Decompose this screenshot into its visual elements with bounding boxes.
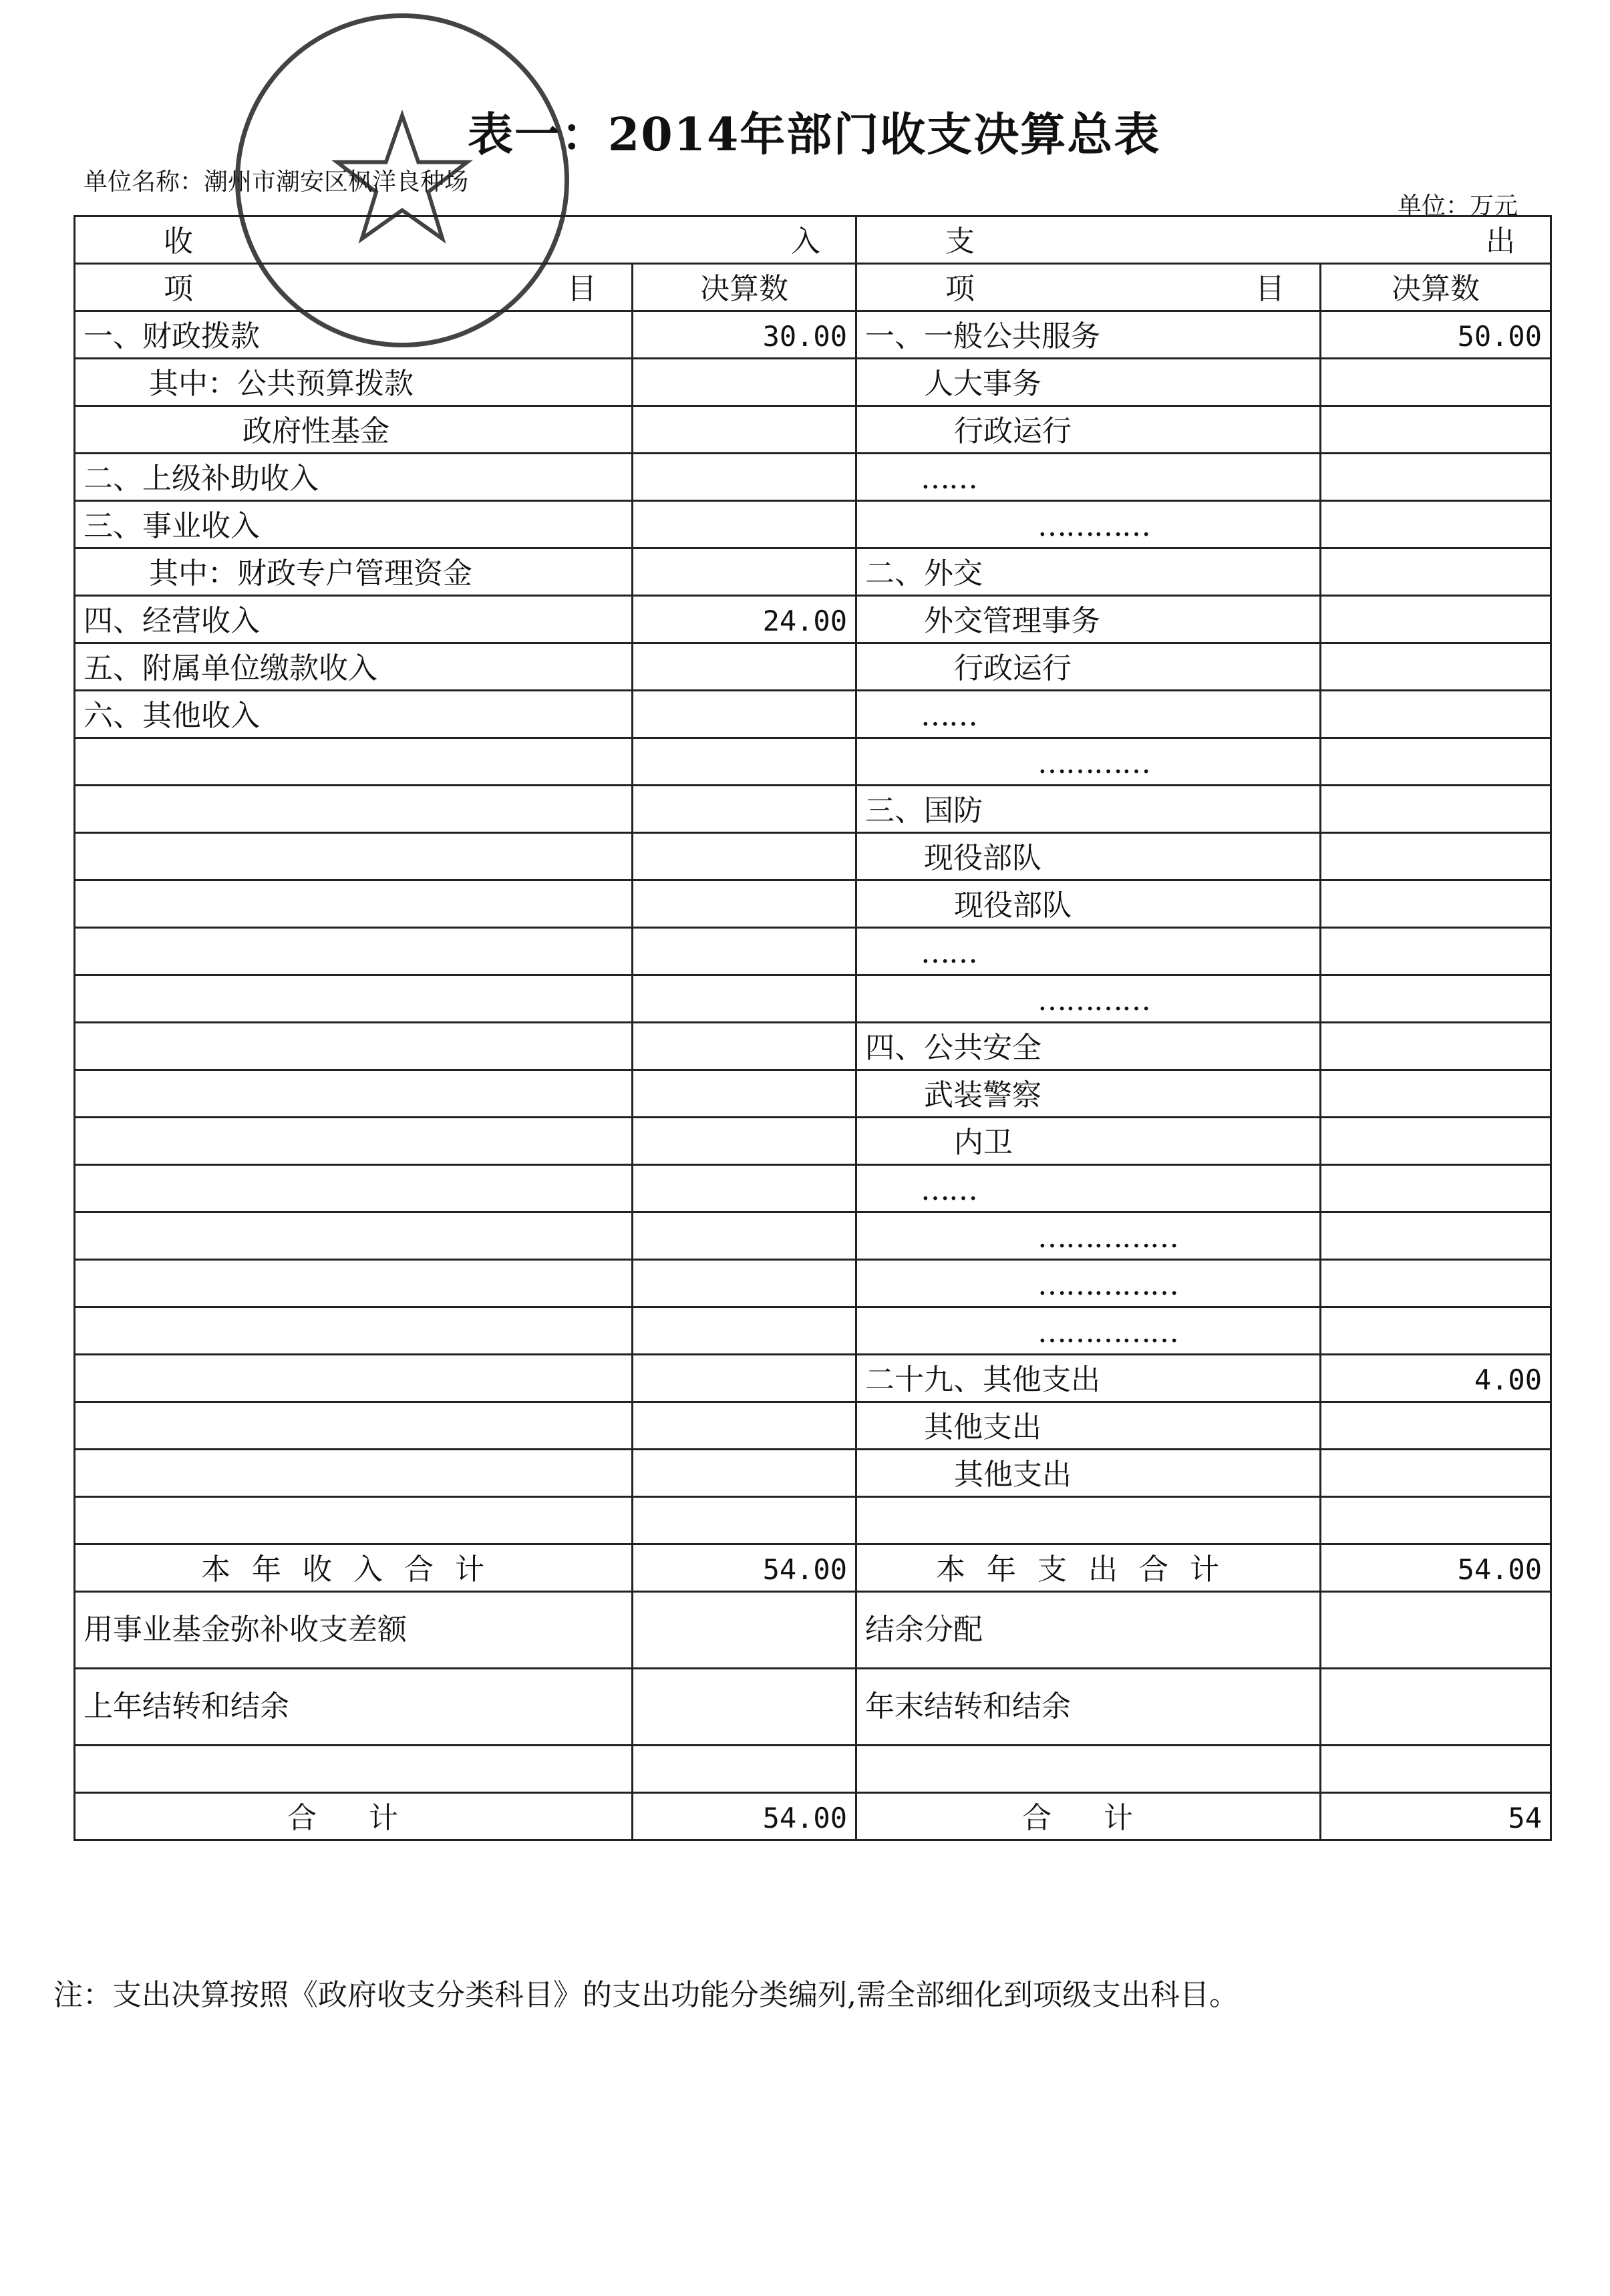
annual-total-row — [75, 1544, 1551, 1592]
unit-label: 单位：万元 — [1398, 192, 1518, 220]
income-item-cell: 用事业基金弥补收支差额 — [75, 1592, 633, 1669]
expense-amount-cell — [1321, 1023, 1551, 1070]
income-item-cell — [75, 1118, 633, 1165]
income-item-cell — [75, 833, 633, 880]
expense-total-value: 54.00 — [1321, 1544, 1551, 1592]
expense-amount-cell — [1321, 548, 1551, 596]
income-amount-cell — [633, 1070, 856, 1118]
income-item-cell: 四、经营收入 — [75, 596, 633, 643]
expense-amount-cell — [1321, 643, 1551, 691]
income-amount-cell — [633, 1746, 856, 1793]
item-header-right: 目 — [567, 272, 597, 306]
expense-amount-cell — [1321, 1450, 1551, 1497]
income-item-cell: 二、上级补助收入 — [75, 454, 633, 501]
expense-amount-header: 决算数 — [1321, 264, 1551, 311]
income-amount-cell — [633, 738, 856, 786]
expense-item-cell: 二十九、其他支出 — [856, 1355, 1321, 1402]
table-row — [75, 1307, 1551, 1355]
income-item-cell: 一、财政拨款 — [75, 311, 633, 359]
income-amount-cell — [633, 1212, 856, 1260]
expense-item-cell: 外交管理事务 — [856, 596, 1321, 643]
income-item-cell — [75, 928, 633, 975]
income-amount-cell — [633, 1450, 856, 1497]
income-item-cell: 上年结转和结余 — [75, 1669, 633, 1746]
expense-amount-cell — [1321, 1592, 1551, 1669]
table-row — [75, 1023, 1551, 1070]
expense-grand-total-value: 54 — [1321, 1793, 1551, 1840]
table-row — [75, 880, 1551, 928]
expense-item-cell: 二、外交 — [856, 548, 1321, 596]
expense-item-cell: …… — [856, 691, 1321, 738]
income-amount-cell — [633, 1165, 856, 1212]
table-row — [75, 975, 1551, 1023]
income-item-cell — [75, 975, 633, 1023]
income-amount-cell — [633, 1497, 856, 1544]
table-row — [75, 1746, 1551, 1793]
income-amount-cell — [633, 1260, 856, 1307]
table-row — [75, 501, 1551, 548]
expense-item-cell: 现役部队 — [856, 880, 1321, 928]
expense-amount-cell — [1321, 1669, 1551, 1746]
expense-amount-cell — [1321, 738, 1551, 786]
expense-item-header — [856, 264, 1321, 311]
table-row — [75, 1592, 1551, 1669]
footnote: 注：支出决算按照《政府收支分类科目》的支出功能分类编列,需全部细化到项级支出科目。 — [53, 1978, 1239, 2012]
expense-amount-cell — [1321, 1497, 1551, 1544]
expense-item-cell: …………… — [856, 1307, 1321, 1355]
income-amount-cell — [633, 1307, 856, 1355]
expense-amount-cell — [1321, 1070, 1551, 1118]
expense-amount-cell — [1321, 1212, 1551, 1260]
expense-item-cell: …… — [856, 928, 1321, 975]
expense-item-cell: 人大事务 — [856, 359, 1321, 406]
income-item-cell — [75, 1307, 633, 1355]
expense-amount-cell — [1321, 691, 1551, 738]
income-header-left: 收 — [164, 224, 193, 259]
expense-amount-cell — [1321, 1746, 1551, 1793]
expense-amount-cell — [1321, 1260, 1551, 1307]
table-row — [75, 596, 1551, 643]
expense-item-cell: 内卫 — [856, 1118, 1321, 1165]
expense-amount-cell — [1321, 501, 1551, 548]
income-amount-header: 决算数 — [633, 264, 856, 311]
table-row — [75, 1497, 1551, 1544]
income-item-header — [75, 264, 633, 311]
expense-item-cell: ………… — [856, 501, 1321, 548]
table-row — [75, 928, 1551, 975]
expense-item-cell: 其他支出 — [856, 1450, 1321, 1497]
income-amount-cell — [633, 880, 856, 928]
expense-amount-cell — [1321, 1307, 1551, 1355]
income-item-cell — [75, 1355, 633, 1402]
expense-amount-cell — [1321, 786, 1551, 833]
income-amount-cell — [633, 1669, 856, 1746]
table-header-section — [75, 216, 1551, 264]
expense-item-cell: …… — [856, 1165, 1321, 1212]
income-item-cell — [75, 1402, 633, 1450]
table-row — [75, 691, 1551, 738]
expense-item-cell — [856, 1497, 1321, 1544]
expense-amount-cell — [1321, 880, 1551, 928]
table-row — [75, 1165, 1551, 1212]
expense-item-cell: 行政运行 — [856, 406, 1321, 454]
expense-header-cell — [856, 216, 1551, 264]
expense-item-cell: 四、公共安全 — [856, 1023, 1321, 1070]
income-amount-cell — [633, 548, 856, 596]
item-header-left: 项 — [164, 272, 193, 306]
income-grand-total-value: 54.00 — [633, 1793, 856, 1840]
expense-amount-cell — [1321, 1118, 1551, 1165]
income-amount-cell — [633, 1118, 856, 1165]
expense-item-cell: 三、国防 — [856, 786, 1321, 833]
expense-amount-cell — [1321, 833, 1551, 880]
expense-item-cell: 年末结转和结余 — [856, 1669, 1321, 1746]
expense-item-cell: 武装警察 — [856, 1070, 1321, 1118]
unit-name-label: 单位名称：潮州市潮安区枫洋良种场 — [84, 168, 469, 196]
expense-item-cell: 结余分配 — [856, 1592, 1321, 1669]
expense-amount-cell — [1321, 406, 1551, 454]
income-amount-cell — [633, 1355, 856, 1402]
income-header-right: 入 — [791, 224, 820, 259]
budget-summary-table — [73, 215, 1552, 1841]
table-row — [75, 406, 1551, 454]
income-amount-cell — [633, 1402, 856, 1450]
table-row — [75, 311, 1551, 359]
income-amount-cell — [633, 975, 856, 1023]
income-amount-cell — [633, 406, 856, 454]
expense-item-cell: …………… — [856, 1212, 1321, 1260]
income-item-cell — [75, 1212, 633, 1260]
table-row — [75, 1212, 1551, 1260]
table-row — [75, 738, 1551, 786]
income-amount-cell — [633, 786, 856, 833]
income-item-cell: 三、事业收入 — [75, 501, 633, 548]
table-row — [75, 643, 1551, 691]
expense-item-cell: …… — [856, 454, 1321, 501]
table-row — [75, 1669, 1551, 1746]
table-row — [75, 1450, 1551, 1497]
item-header-right: 目 — [1255, 272, 1285, 306]
table-row — [75, 1402, 1551, 1450]
income-grand-total-label: 合 计 — [75, 1793, 633, 1840]
expense-item-cell: 其他支出 — [856, 1402, 1321, 1450]
table-row — [75, 833, 1551, 880]
income-amount-cell — [633, 1592, 856, 1669]
income-item-cell: 政府性基金 — [75, 406, 633, 454]
expense-header-left: 支 — [945, 224, 975, 259]
income-item-cell — [75, 1450, 633, 1497]
expense-total-label: 本年支出合计 — [856, 1544, 1321, 1592]
income-item-cell — [75, 738, 633, 786]
page-title: 表一：2014年部门收支决算总表 — [468, 108, 1161, 162]
income-item-cell: 六、其他收入 — [75, 691, 633, 738]
table-row — [75, 1355, 1551, 1402]
table-row — [75, 454, 1551, 501]
income-item-cell — [75, 1165, 633, 1212]
expense-amount-cell — [1321, 359, 1551, 406]
income-total-label: 本年收入合计 — [75, 1544, 633, 1592]
expense-item-cell: ………… — [856, 975, 1321, 1023]
income-amount-cell: 24.00 — [633, 596, 856, 643]
income-amount-cell: 30.00 — [633, 311, 856, 359]
item-header-left: 项 — [945, 272, 975, 306]
expense-amount-cell — [1321, 454, 1551, 501]
expense-amount-cell — [1321, 596, 1551, 643]
income-amount-cell — [633, 501, 856, 548]
expense-amount-cell: 4.00 — [1321, 1355, 1551, 1402]
income-total-value: 54.00 — [633, 1544, 856, 1592]
expense-amount-cell — [1321, 928, 1551, 975]
expense-item-cell — [856, 1746, 1321, 1793]
table-row — [75, 786, 1551, 833]
expense-amount-cell: 50.00 — [1321, 311, 1551, 359]
expense-amount-cell — [1321, 1165, 1551, 1212]
income-item-cell — [75, 1497, 633, 1544]
income-amount-cell — [633, 359, 856, 406]
income-amount-cell — [633, 454, 856, 501]
expense-item-cell: 行政运行 — [856, 643, 1321, 691]
income-amount-cell — [633, 928, 856, 975]
table-row — [75, 1260, 1551, 1307]
income-amount-cell — [633, 643, 856, 691]
table-column-header-row — [75, 264, 1551, 311]
expense-item-cell: 一、一般公共服务 — [856, 311, 1321, 359]
income-item-cell: 五、附属单位缴款收入 — [75, 643, 633, 691]
income-item-cell: 其中：公共预算拨款 — [75, 359, 633, 406]
table-row — [75, 548, 1551, 596]
expense-item-cell: 现役部队 — [856, 833, 1321, 880]
table-row — [75, 359, 1551, 406]
income-item-cell — [75, 880, 633, 928]
expense-header-right: 出 — [1486, 224, 1515, 259]
income-amount-cell — [633, 691, 856, 738]
income-header-cell — [75, 216, 856, 264]
grand-total-row — [75, 1793, 1551, 1840]
expense-item-cell: …………… — [856, 1260, 1321, 1307]
expense-grand-total-label: 合 计 — [856, 1793, 1321, 1840]
table-row — [75, 1070, 1551, 1118]
income-item-cell — [75, 786, 633, 833]
income-amount-cell — [633, 1023, 856, 1070]
income-item-cell: 其中：财政专户管理资金 — [75, 548, 633, 596]
income-item-cell — [75, 1260, 633, 1307]
income-item-cell — [75, 1023, 633, 1070]
table-row — [75, 1118, 1551, 1165]
income-item-cell — [75, 1070, 633, 1118]
income-item-cell — [75, 1746, 633, 1793]
income-amount-cell — [633, 833, 856, 880]
expense-amount-cell — [1321, 975, 1551, 1023]
expense-item-cell: ………… — [856, 738, 1321, 786]
expense-amount-cell — [1321, 1402, 1551, 1450]
